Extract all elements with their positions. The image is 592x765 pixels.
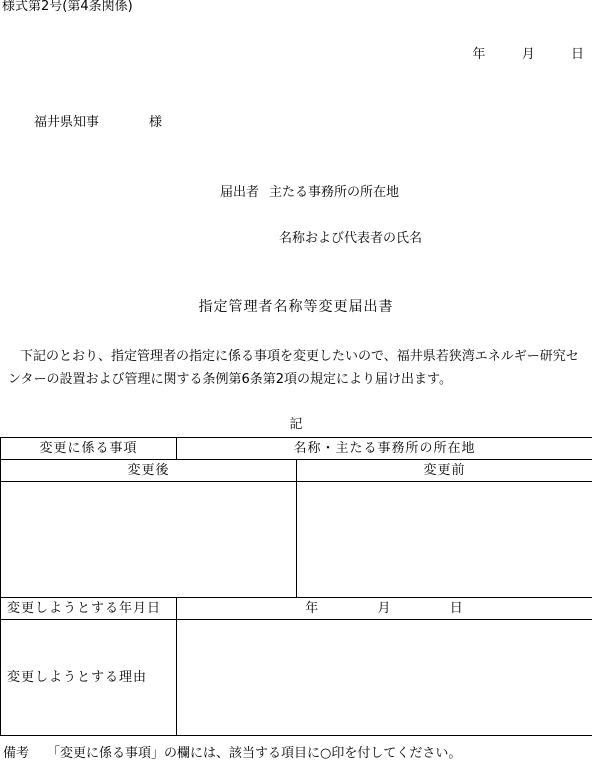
remark-label: 備考 — [3, 746, 30, 761]
date-month-label: 月 — [521, 47, 535, 62]
reason-field[interactable] — [177, 620, 592, 736]
document-title: 指定管理者名称等変更届出書 — [198, 299, 394, 315]
date-label: 変更しようとする年月日 — [1, 598, 177, 620]
after-field[interactable] — [1, 482, 297, 598]
date-day-label: 日 — [570, 47, 584, 62]
submission-date — [472, 48, 584, 61]
table-date-day: 日 — [449, 601, 464, 616]
sender-label: 届出者 — [220, 185, 260, 200]
reason-label: 変更しようとする理由 — [1, 620, 177, 736]
table-row — [1, 460, 592, 482]
sender-office-label: 主たる事務所の所在地 — [269, 185, 400, 200]
body-text: 下記のとおり、指定管理者の指定に係る事項を変更したいので、福井県若狭湾エネルギー研究センターの設置および管理に関する条例第6条第2項の規定により届け出ます。 — [8, 349, 579, 387]
addressee — [34, 116, 162, 129]
sender-office — [220, 186, 399, 199]
change-date-field[interactable] — [177, 598, 592, 620]
date-year-label: 年 — [472, 47, 486, 62]
change-table — [0, 437, 592, 736]
after-label: 変更後 — [1, 460, 297, 482]
change-item-value[interactable]: 名称・主たる事務所の所在地 — [177, 438, 592, 460]
before-field[interactable] — [297, 482, 592, 598]
form-number: 様式第2号(第4条関係) — [2, 0, 133, 14]
change-item-label: 変更に係る事項 — [1, 438, 177, 460]
table-row — [1, 482, 592, 598]
ki-heading: 記 — [289, 417, 303, 432]
addressee-name: 福井県知事 — [34, 115, 100, 130]
table-row — [1, 438, 592, 460]
table-date-month: 月 — [377, 601, 392, 616]
table-date-year: 年 — [305, 601, 320, 616]
remark — [3, 747, 461, 760]
addressee-honorific: 様 — [149, 115, 163, 130]
table-row — [1, 620, 592, 736]
remark-text: 「変更に係る事項」の欄には、該当する項目に○印を付してください。 — [47, 746, 462, 761]
before-label: 変更前 — [297, 460, 592, 482]
sender-name-label: 名称および代表者の氏名 — [279, 231, 423, 246]
table-row — [1, 598, 592, 620]
